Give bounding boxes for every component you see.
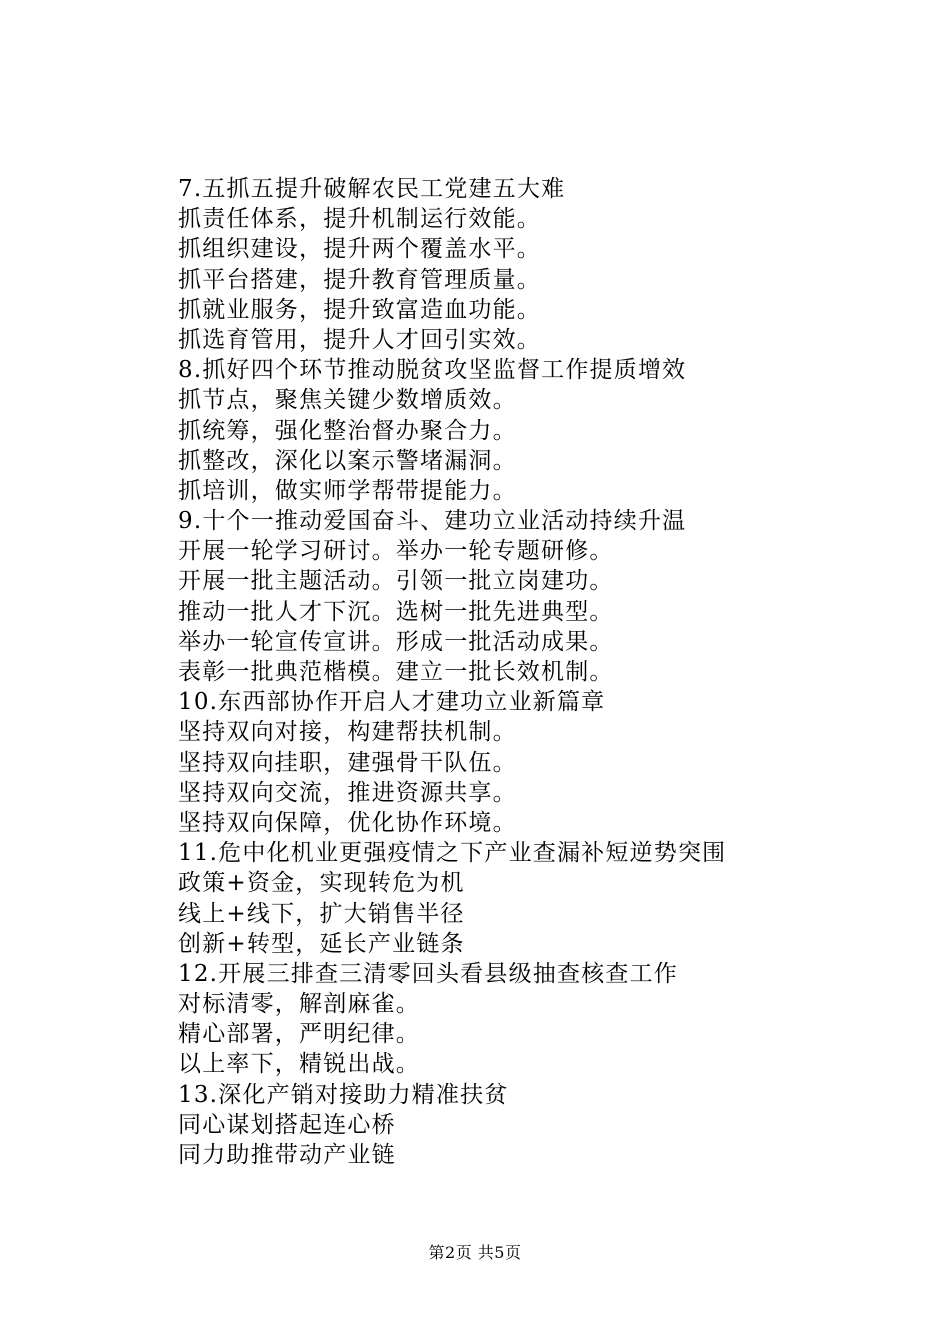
text-line: 抓节点，聚焦关键少数增质效。 <box>178 387 517 414</box>
text-line: 创新+转型，延长产业链条 <box>178 930 465 957</box>
text-line: 举办一轮宣传宣讲。形成一批活动成果。 <box>178 628 614 655</box>
text-line: 抓统筹，强化整治督办聚合力。 <box>178 417 517 444</box>
text-line: 抓培训，做实师学帮带提能力。 <box>178 477 517 504</box>
heading-13: 13.深化产销对接助力精准扶贫 <box>178 1081 509 1108</box>
text-line: 政策+资金，实现转危为机 <box>178 870 465 897</box>
text-line: 同力助推带动产业链 <box>178 1142 396 1168</box>
text-line: 坚持双向对接，构建帮扶机制。 <box>178 719 517 746</box>
text-line: 坚持双向挂职，建强骨干队伍。 <box>178 749 517 776</box>
text-line: 推动一批人才下沉。选树一批先进典型。 <box>178 598 614 625</box>
text-line: 精心部署，严明纪律。 <box>178 1021 420 1048</box>
text-line: 线上+线下，扩大销售半径 <box>178 900 465 927</box>
page-footer <box>0 1243 950 1263</box>
text-line: 抓责任体系，提升机制运行效能。 <box>178 206 541 233</box>
text-line: 抓组织建设，提升两个覆盖水平。 <box>178 236 541 263</box>
heading-12: 12.开展三排查三清零回头看县级抽查核查工作 <box>178 960 678 987</box>
text-line: 抓整改，深化以案示警堵漏洞。 <box>178 447 517 474</box>
text-line: 开展一轮学习研讨。举办一轮专题研修。 <box>178 538 614 565</box>
text-line: 抓平台搭建，提升教育管理质量。 <box>178 266 541 293</box>
text-line: 坚持双向交流，推进资源共享。 <box>178 779 517 806</box>
heading-8: 8.抓好四个环节推动脱贫攻坚监督工作提质增效 <box>178 357 687 384</box>
text-line: 抓选育管用，提升人才回引实效。 <box>178 326 541 353</box>
text-line: 坚持双向保障，优化协作环境。 <box>178 809 517 836</box>
text-line: 以上率下，精锐出战。 <box>178 1051 420 1078</box>
document-body <box>178 174 918 1170</box>
heading-11: 11.危中化机业更强疫情之下产业查漏补短逆势突围 <box>178 840 727 867</box>
page-number: 第2页 共5页 <box>428 1243 522 1262</box>
heading-9: 9.十个一推动爱国奋斗、建功立业活动持续升温 <box>178 508 687 535</box>
text-line: 表彰一批典范楷模。建立一批长效机制。 <box>178 659 614 685</box>
heading-10: 10.东西部协作开启人才建功立业新篇章 <box>178 689 606 716</box>
heading-7: 7.五抓五提升破解农民工党建五大难 <box>178 176 566 202</box>
text-line: 对标清零，解剖麻雀。 <box>178 991 420 1018</box>
text-line: 抓就业服务，提升致富造血功能。 <box>178 296 541 323</box>
text-line: 同心谋划搭起连心桥 <box>178 1111 396 1138</box>
text-line: 开展一批主题活动。引领一批立岗建功。 <box>178 568 614 595</box>
